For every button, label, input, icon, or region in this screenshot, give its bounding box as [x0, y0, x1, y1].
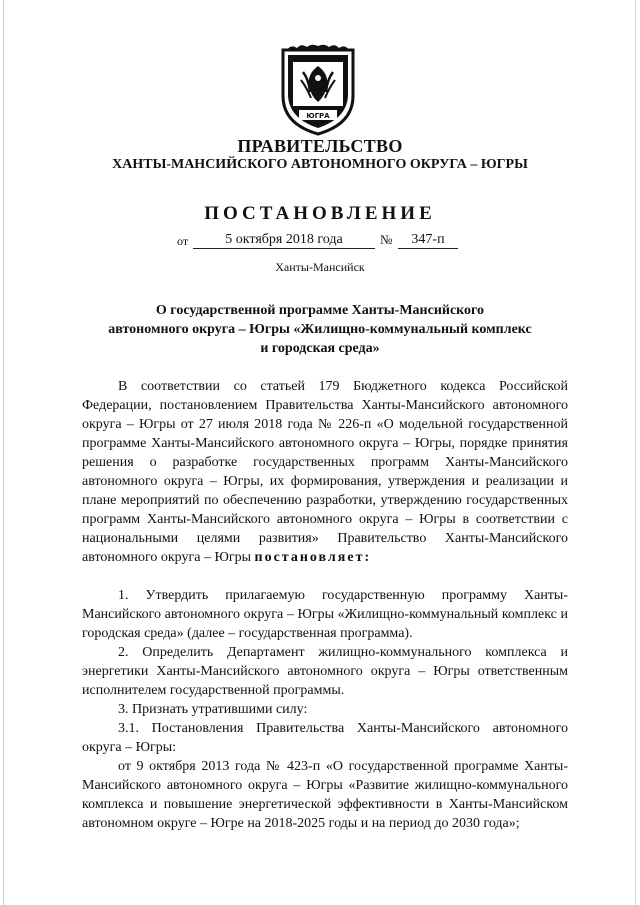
preamble-paragraph	[82, 377, 568, 567]
number-prefix: №	[380, 232, 393, 247]
city: Ханты-Мансийск	[275, 260, 365, 274]
document-number: 347-п	[398, 232, 458, 249]
emblem-label: ЮГРА	[306, 112, 330, 120]
clause-3: 3. Признать утратившими силу:	[118, 702, 308, 717]
clause-3-1: 3.1. Постановления Правительства Ханты-Мансийского автономного округа – Югры:	[82, 721, 568, 755]
org-region: ХАНТЫ-МАНСИЙСКОГО АВТОНОМНОГО ОКРУГА – ЮГРЫ	[112, 157, 528, 172]
preamble-text: В соответствии со статьей 179 Бюджетного кодекса Российской Федерации, постановлением Правительства Ханты-Мансийского автономного округа – Югры от 27 июля 2018 года № 226-п «О модельной государственной программе Ханты-Мансийского автономного округа – Югры, порядке принятия решения о разработке государственных программ Ханты-Мансийского автономного округа – Югры, их формирования, утверждения и реализации и плане мероприятий по обеспечению разработки, утверждению государственных программ Ханты-Мансийского автономного округа – Югры в соответствии с национальными целями развития» Правительство Ханты-Мансийского автономного округа – Югры	[82, 379, 568, 565]
document-title	[95, 301, 545, 358]
document-type: ПОСТАНОВЛЕНИЕ	[204, 203, 436, 224]
date-number-line	[0, 232, 640, 252]
clause-3-1-a: от 9 октября 2013 года № 423-п «О государственной программе Ханты-Мансийского автономного округа – Югры «Развитие жилищно-коммунального комплекса и повышение энергетической эффективности в Ханты-Мансийском автономном округе – Югре на 2018-2025 годы и на период до 2030 года»;	[82, 759, 568, 831]
coat-of-arms-emblem	[279, 44, 357, 136]
document-body	[82, 377, 568, 833]
date-prefix: от	[177, 234, 189, 248]
document-date: 5 октября 2018 года	[193, 232, 375, 249]
title-line: и городская среда»	[260, 341, 380, 356]
org-name: ПРАВИТЕЛЬСТВО	[237, 136, 403, 156]
clause-1: 1. Утвердить прилагаемую государственную программу Ханты-Мансийского автономного округа – Югры «Жилищно-коммунальный комплекс и городская среда» (далее – государственная программа).	[82, 588, 568, 641]
title-line: О государственной программе Ханты-Мансийского	[155, 303, 485, 318]
preamble-decree: постановляет:	[254, 550, 372, 565]
title-line: автономного округа – Югры «Жилищно-коммунальный комплекс	[108, 322, 532, 337]
clause-2: 2. Определить Департамент жилищно-коммунального комплекса и энергетики Ханты-Мансийского автономного округа – Югры ответственным исполнителем государственной программы.	[82, 645, 568, 698]
